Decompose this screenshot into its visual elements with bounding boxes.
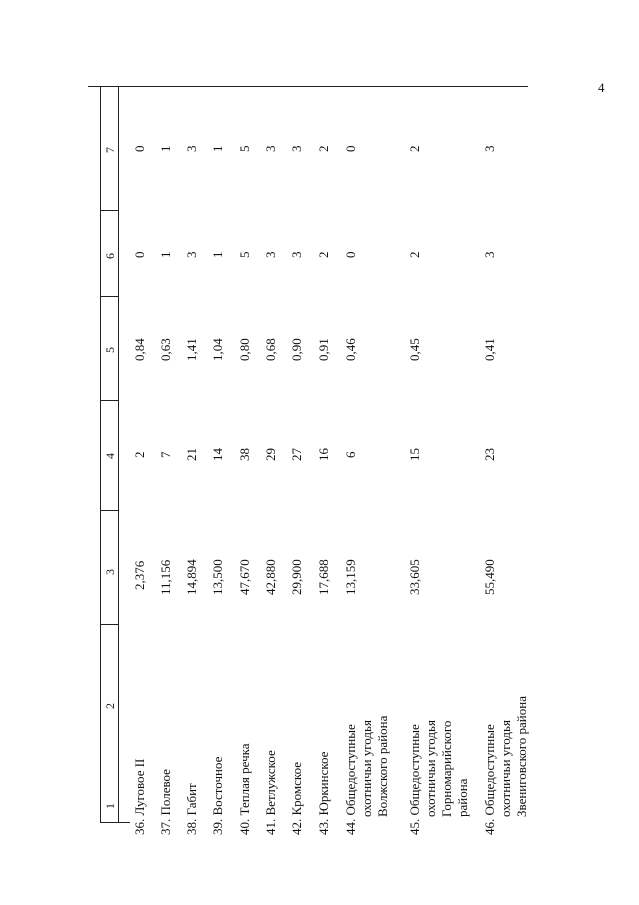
row-45-col3: 33,605	[407, 559, 422, 595]
row-42-col3: 29,900	[289, 559, 304, 595]
row-39-name: 39. Восточное	[210, 756, 225, 835]
header-col-5: 5	[103, 347, 117, 353]
row-45-col6: 2	[407, 251, 422, 258]
row-45-col7: 2	[407, 145, 422, 152]
row-38-col4: 21	[184, 448, 199, 461]
header-col-1: 1	[103, 803, 117, 809]
header-line-bottom	[118, 87, 119, 823]
row-36-col3: 2,376	[132, 560, 147, 590]
row-44-col5: 0,46	[343, 338, 358, 361]
row-42-col4: 27	[289, 448, 304, 461]
header-col-6: 6	[103, 253, 117, 259]
row-36-col5: 0,84	[132, 338, 147, 361]
row-39-col7: 1	[210, 145, 225, 152]
row-40-col3: 47,670	[237, 559, 252, 595]
row-37-col5: 0,63	[158, 338, 173, 361]
row-44-col7: 0	[343, 145, 358, 152]
row-43-name: 43. Юркинское	[316, 751, 331, 835]
row-38-col5: 1,41	[184, 338, 199, 361]
row-43-col6: 2	[316, 251, 331, 258]
row-46-col6: 3	[482, 251, 497, 258]
row-45-col5: 0,45	[407, 338, 422, 361]
row-42-col7: 3	[289, 145, 304, 152]
row-38-col7: 3	[184, 145, 199, 152]
row-42-col6: 3	[289, 251, 304, 258]
page-number: 4	[598, 80, 605, 95]
row-39-col4: 14	[210, 448, 225, 461]
row-43-col7: 2	[316, 145, 331, 152]
row-40-name: 40. Теплая речка	[237, 743, 252, 835]
row-41-col3: 42,880	[263, 559, 278, 595]
header-divider	[100, 296, 118, 297]
header-divider	[100, 400, 118, 401]
row-38-col6: 3	[184, 251, 199, 258]
row-38-col3: 14,894	[184, 559, 199, 595]
row-43-col3: 17,688	[316, 559, 331, 595]
header-divider	[100, 210, 118, 211]
header-col-2: 2	[103, 703, 117, 709]
row-41-col6: 3	[263, 251, 278, 258]
row-42-name: 42. Кромское	[289, 761, 304, 835]
row-38-name: 38. Габит	[184, 783, 199, 835]
row-44-name: 44. Общедоступные охотничьи угодья Волжского района	[343, 715, 390, 835]
row-45-name: 45. Общедоступные охотничьи угодья Горномарийского района	[407, 720, 470, 835]
row-46-name: 46. Общедоступные охотничьи угодья Звениговского района	[482, 696, 529, 835]
row-39-col5: 1,04	[210, 338, 225, 361]
row-41-col5: 0,68	[263, 338, 278, 361]
row-46-col3: 55,490	[482, 559, 497, 595]
header-col-7: 7	[103, 147, 117, 153]
header-divider	[100, 510, 118, 511]
row-36-col7: 0	[132, 145, 147, 152]
row-43-col5: 0,91	[316, 338, 331, 361]
row-41-col7: 3	[263, 145, 278, 152]
row-39-col3: 13,500	[210, 559, 225, 595]
row-36-col6: 0	[132, 251, 147, 258]
row-37-col3: 11,156	[158, 559, 173, 595]
row-36-col4: 2	[132, 451, 147, 458]
row-43-col4: 16	[316, 448, 331, 461]
header-col-4: 4	[103, 453, 117, 459]
row-40-col7: 5	[237, 145, 252, 152]
row-42-col5: 0,90	[289, 338, 304, 361]
row-41-col4: 29	[263, 448, 278, 461]
row-37-col7: 1	[158, 145, 173, 152]
row-40-col6: 5	[237, 251, 252, 258]
row-44-col6: 0	[343, 251, 358, 258]
row-37-col4: 7	[158, 451, 173, 458]
vertical-rule	[88, 86, 528, 87]
row-36-name: 36. Луговое II	[132, 758, 147, 835]
row-39-col6: 1	[210, 251, 225, 258]
header-divider	[100, 624, 118, 625]
row-46-col4: 23	[482, 448, 497, 461]
row-37-name: 37. Полевое	[158, 769, 173, 835]
row-46-col5: 0,41	[482, 338, 497, 361]
row-41-name: 41. Ветлужское	[263, 750, 278, 835]
row-40-col4: 38	[237, 448, 252, 461]
row-44-col4: 6	[343, 451, 358, 458]
row-37-col6: 1	[158, 251, 173, 258]
row-44-col3: 13,159	[343, 559, 358, 595]
vertical-rule	[100, 822, 130, 823]
row-46-col7: 3	[482, 145, 497, 152]
row-45-col4: 15	[407, 448, 422, 461]
row-40-col5: 0,80	[237, 338, 252, 361]
header-col-3: 3	[103, 569, 117, 575]
header-line-top	[100, 87, 101, 823]
